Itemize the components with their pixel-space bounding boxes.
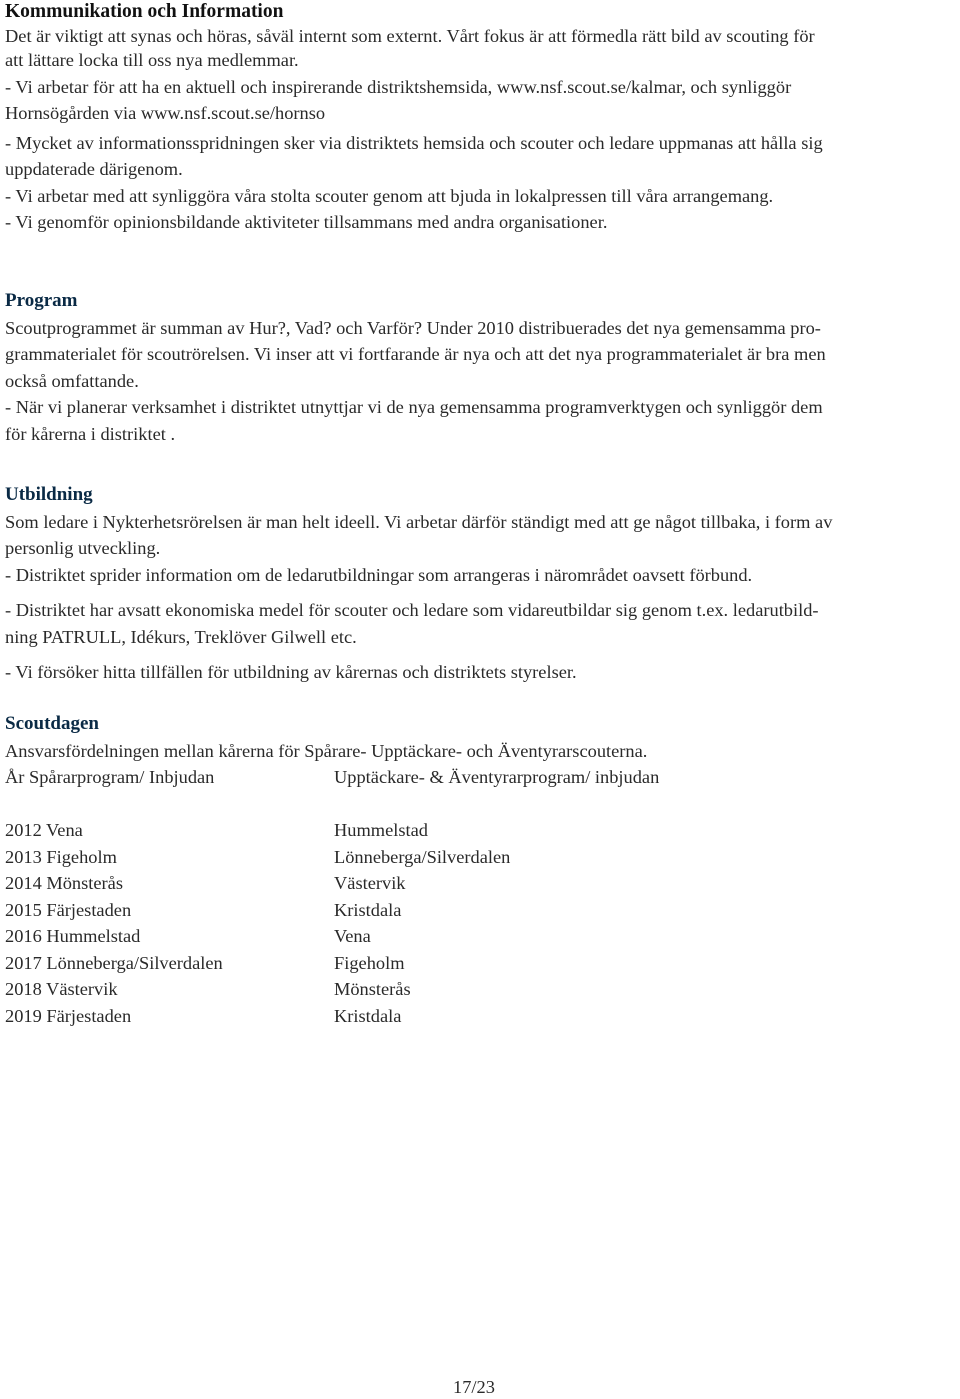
paragraph-line: Som ledare i Nykterhetsrörelsen är man helt ideell. Vi arbetar därför ständigt med att ge något tillbaka, i form av	[5, 512, 833, 532]
schedule-cell-host: Kristdala	[334, 1006, 402, 1026]
section-title-scoutdagen: Scoutdagen	[5, 713, 99, 734]
paragraph-line: Ansvarsfördelningen mellan kårerna för Spårare- Upptäckare- och Äventyrarscouterna.	[5, 741, 648, 761]
paragraph-line: Hornsögården via www.nsf.scout.se/hornso	[5, 103, 326, 123]
schedule-header-col2: Upptäckare- & Äventyrarprogram/ inbjudan	[334, 767, 660, 787]
schedule-cell-host: Vena	[334, 926, 371, 946]
section-title-utbildning: Utbildning	[5, 484, 93, 505]
paragraph-line: ning PATRULL, Idékurs, Treklöver Gilwell etc.	[5, 627, 357, 647]
page-number: 17/23	[453, 1377, 495, 1397]
paragraph-line: att lättare locka till oss nya medlemmar.	[5, 50, 299, 70]
paragraph-line: - Distriktet har avsatt ekonomiska medel för scouter och ledare som vidareutbildar sig genom t.ex. ledarutbild-	[5, 600, 819, 620]
schedule-cell-host: Figeholm	[334, 953, 405, 973]
paragraph-line: - Vi försöker hitta tillfällen för utbildning av kårernas och distriktets styrelser.	[5, 662, 577, 682]
paragraph-line: - Mycket av informationsspridningen sker via distriktets hemsida och scouter och ledare uppmanas att hålla sig	[5, 133, 823, 153]
paragraph-line: Scoutprogrammet är summan av Hur?, Vad? och Varför? Under 2010 distribuerades det nya gemensamma pro-	[5, 318, 821, 338]
paragraph-line: - Vi arbetar med att synliggöra våra stolta scouter genom att bjuda in lokalpressen till våra arrangemang.	[5, 186, 774, 206]
schedule-cell-year: 2012 Vena	[5, 820, 83, 840]
paragraph-line: personlig utveckling.	[5, 538, 161, 558]
schedule-cell-year: 2016 Hummelstad	[5, 926, 141, 946]
paragraph-line: - Distriktet sprider information om de ledarutbildningar som arrangeras i närområdet oavsett förbund.	[5, 565, 753, 585]
schedule-cell-year: 2013 Figeholm	[5, 847, 117, 867]
paragraph-line: för kårerna i distriktet .	[5, 424, 176, 444]
paragraph-line: - Vi genomför opinionsbildande aktiviteter tillsammans med andra organisationer.	[5, 212, 608, 232]
schedule-header-col1: År Spårarprogram/ Inbjudan	[5, 767, 215, 787]
paragraph-line: också omfattande.	[5, 371, 139, 391]
paragraph-line: grammaterialet för scoutrörelsen. Vi inser att vi fortfarande är nya och att det nya programmaterialet är bra men	[5, 344, 826, 364]
section-title-kommunikation: Kommunikation och Information	[5, 1, 284, 22]
schedule-cell-year: 2014 Mönsterås	[5, 873, 123, 893]
section-title-program: Program	[5, 290, 78, 311]
schedule-cell-host: Västervik	[334, 873, 406, 893]
schedule-cell-year: 2017 Lönneberga/Silverdalen	[5, 953, 223, 973]
paragraph-line: - När vi planerar verksamhet i distriktet utnyttjar vi de nya gemensamma programverktygen och synliggör dem	[5, 397, 823, 417]
schedule-cell-year: 2015 Färjestaden	[5, 900, 132, 920]
schedule-cell-host: Lönneberga/Silverdalen	[334, 847, 511, 867]
paragraph-line: Det är viktigt att synas och höras, såväl internt som externt. Vårt fokus är att förmedla rätt bild av scouting för	[5, 26, 815, 46]
schedule-cell-host: Mönsterås	[334, 979, 411, 999]
schedule-cell-host: Kristdala	[334, 900, 402, 920]
paragraph-line: uppdaterade därigenom.	[5, 159, 183, 179]
schedule-cell-year: 2019 Färjestaden	[5, 1006, 132, 1026]
schedule-cell-year: 2018 Västervik	[5, 979, 118, 999]
paragraph-line: - Vi arbetar för att ha en aktuell och inspirerande distriktshemsida, www.nsf.scout.se/kalmar, och synliggör	[5, 77, 792, 97]
schedule-cell-host: Hummelstad	[334, 820, 428, 840]
